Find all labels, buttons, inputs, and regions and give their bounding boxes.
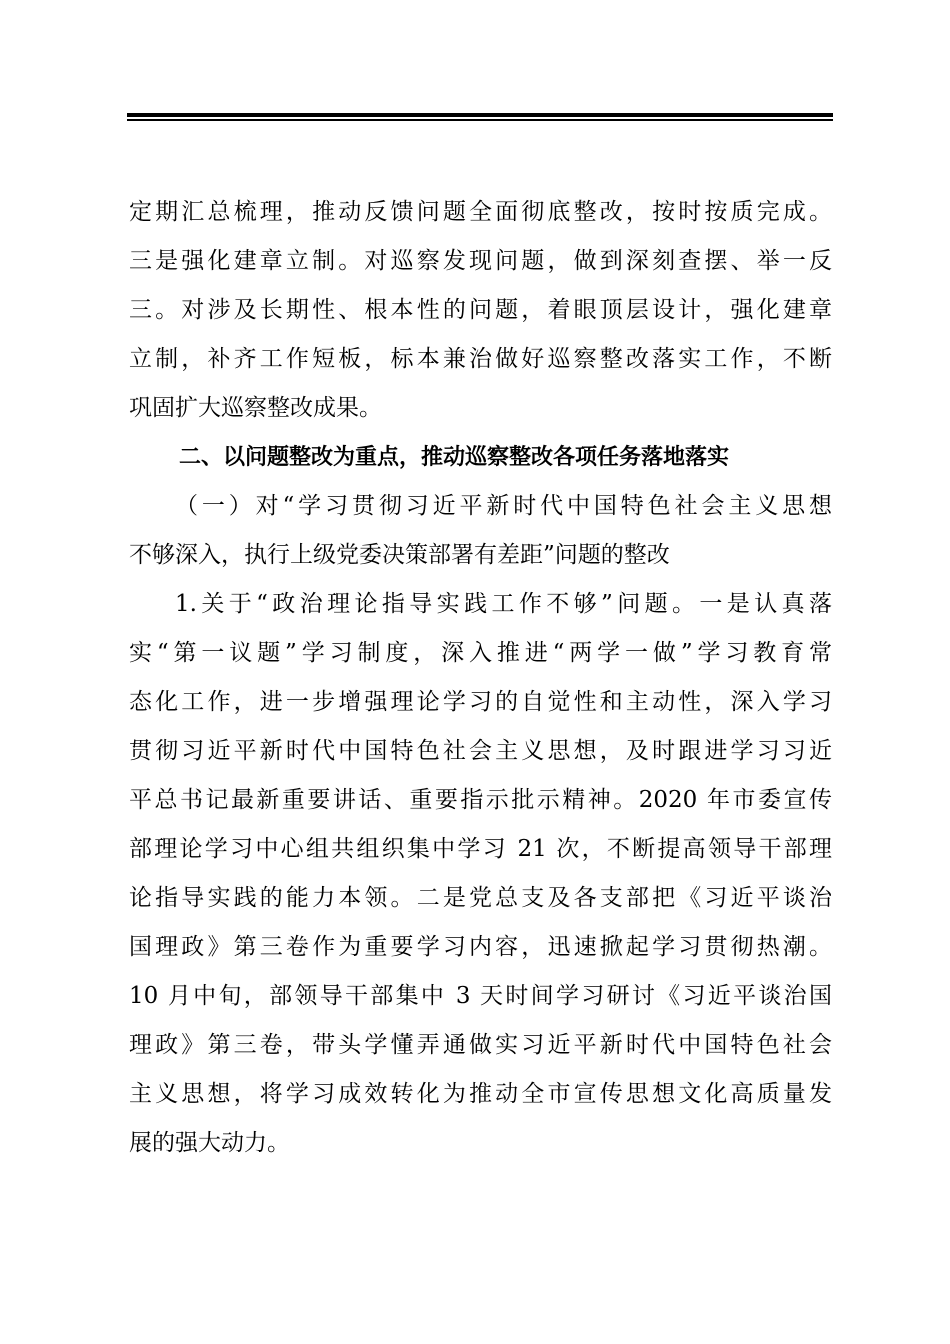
header-rule-thin [127,119,833,121]
subsection-heading [129,482,832,580]
text-line: 10 月中旬，部领导干部集中 3 天时间学习研讨《习近平谈治国 [129,983,832,1009]
paragraph-2 [129,580,832,1168]
text-line: 不够深入，执行上级党委决策部署有差距”问题的整改 [129,542,670,568]
text-line: 立制，补齐工作短板，标本兼治做好巡察整改落实工作，不断 [129,346,832,372]
document-body [129,188,832,1168]
text-line: 平总书记最新重要讲话、重要指示批示精神。2020 年市委宣传 [129,787,832,813]
header-double-rule [127,113,833,122]
header-rule-thick [127,113,833,117]
text-line: （一）对“学习贯彻习近平新时代中国特色社会主义思想 [175,493,832,519]
text-line: 态化工作，进一步增强理论学习的自觉性和主动性，深入学习 [129,689,832,715]
text-line: 三是强化建章立制。对巡察发现问题，做到深刻查摆、举一反 [129,248,832,274]
text-line: 三。对涉及长期性、根本性的问题，着眼顶层设计，强化建章 [129,297,832,323]
text-line: 国理政》第三卷作为重要学习内容，迅速掀起学习贯彻热潮。 [129,934,832,960]
text-line: 展的强大动力。 [129,1130,290,1156]
text-line: 理政》第三卷，带头学懂弄通做实习近平新时代中国特色社会 [129,1032,832,1058]
text-line: 巩固扩大巡察整改成果。 [129,395,382,421]
section-heading: 二、以问题整改为重点，推动巡察整改各项任务落地落实 [179,445,730,470]
text-line: 主义思想，将学习成效转化为推动全市宣传思想文化高质量发 [129,1081,832,1107]
text-line: 部理论学习中心组共组织集中学习 21 次，不断提高领导干部理 [129,836,832,862]
text-line: 1.关于“政治理论指导实践工作不够”问题。一是认真落 [175,591,832,617]
text-line: 贯彻习近平新时代中国特色社会主义思想，及时跟进学习习近 [129,738,832,764]
text-line: 论指导实践的能力本领。二是党总支及各支部把《习近平谈治 [129,885,832,911]
paragraph-1 [129,188,832,433]
text-line: 实“第一议题”学习制度，深入推进“两学一做”学习教育常 [129,640,832,666]
text-line: 定期汇总梳理，推动反馈问题全面彻底整改，按时按质完成。 [129,199,832,225]
